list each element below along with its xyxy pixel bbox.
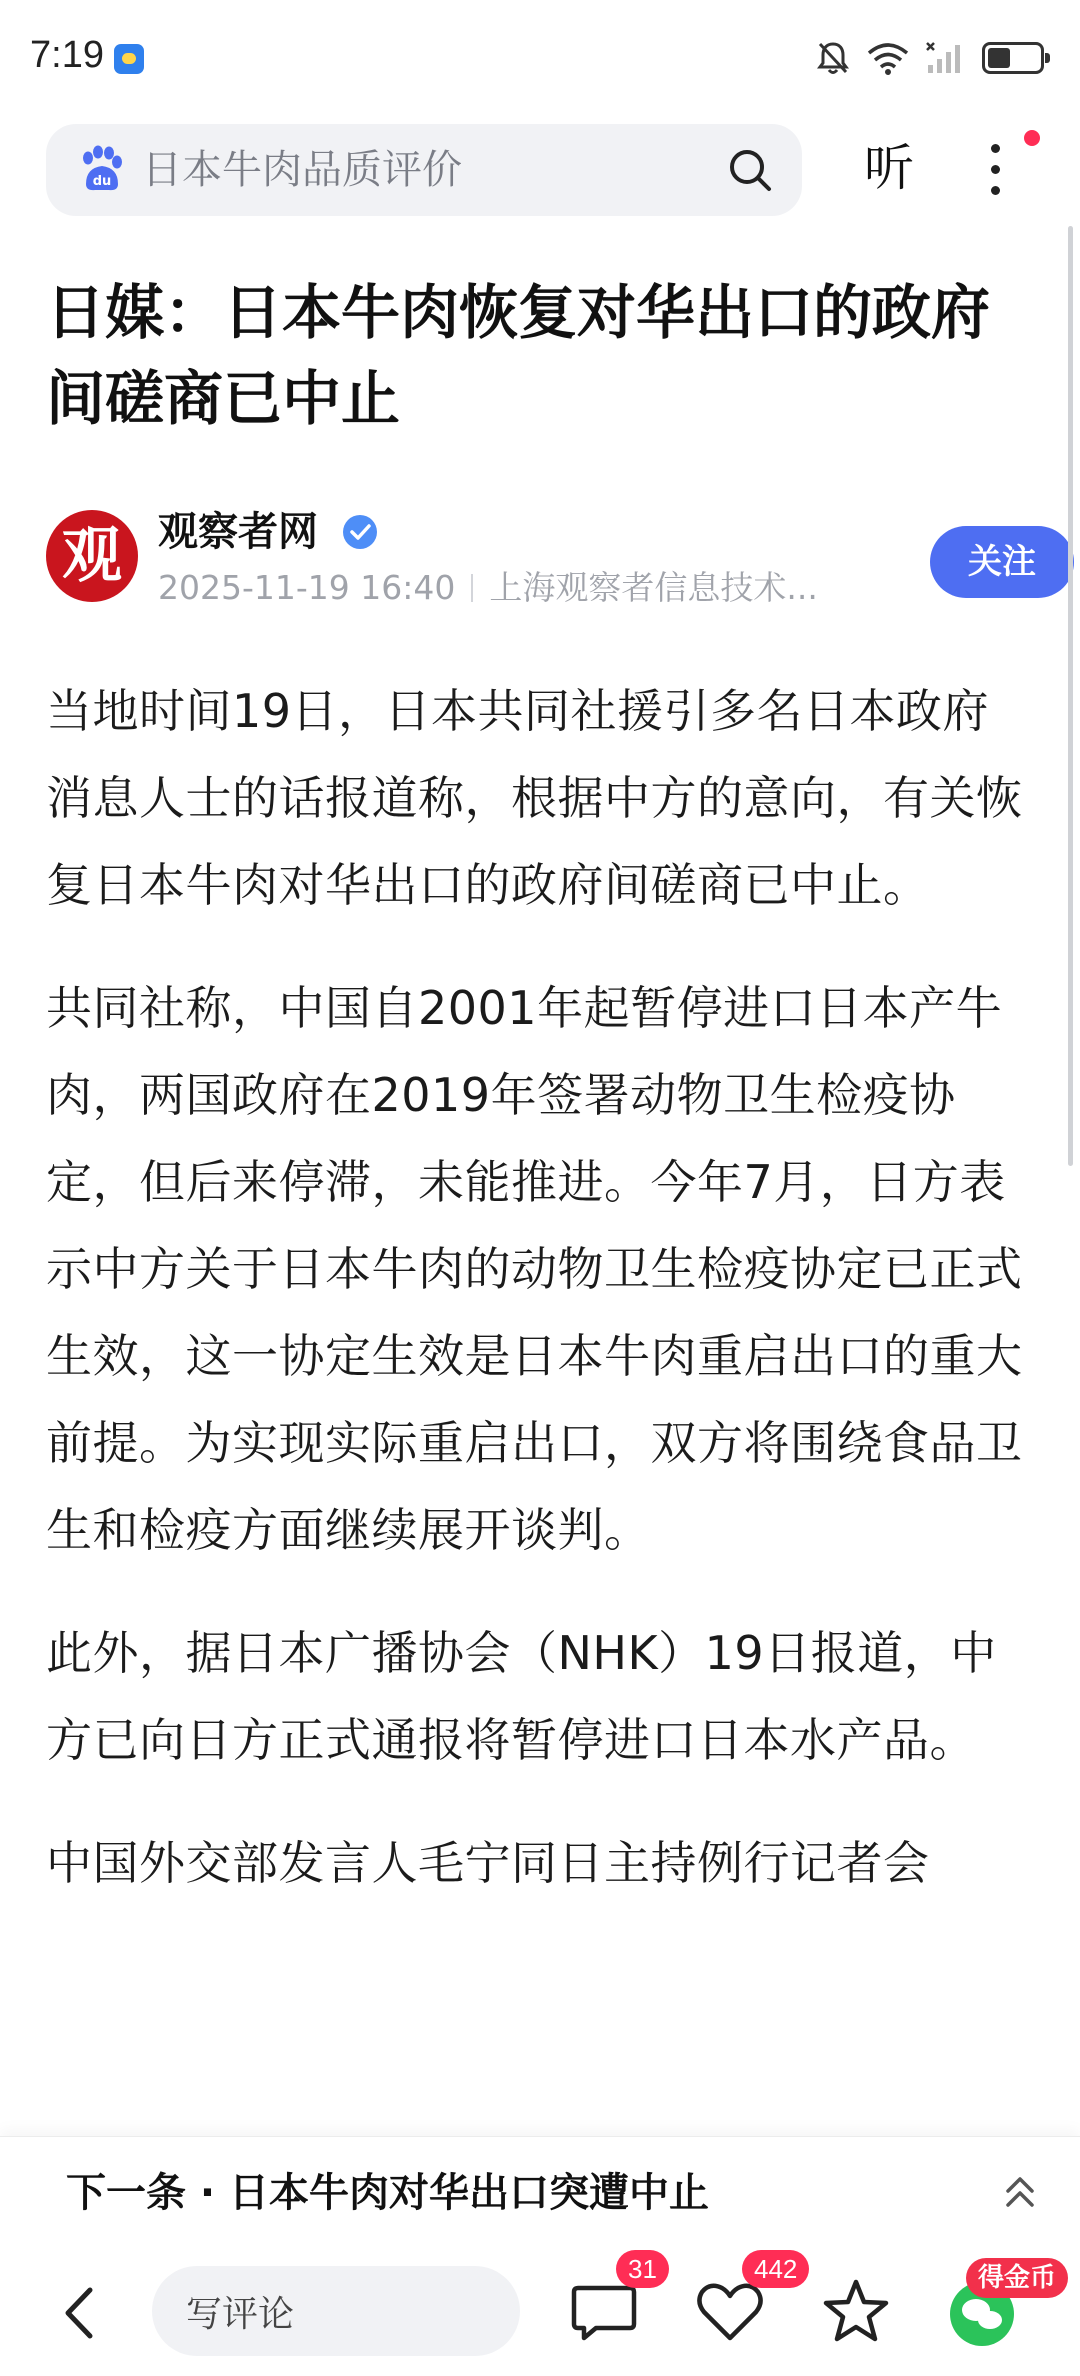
article-paragraph: 共同社称，中国自2001年起暂停进口日本产牛肉，两国政府在2019年签署动物卫生检疫协定，但后来停滞，未能推进。今年7月，日方表示中方关于日本牛肉的动物卫生检疫协定已正式生效，这一协定生效是日本牛肉重启出口的重大前提。为实现实际重启出口，双方将围绕食品卫生和检疫方面继续展开谈判。 (46, 981, 1023, 1557)
svg-text:du: du (92, 174, 112, 189)
signal-icon (926, 41, 966, 75)
more-menu-icon[interactable] (978, 134, 1014, 206)
comment-count-badge: 31 (616, 2250, 669, 2288)
scrollbar[interactable] (1068, 226, 1073, 1166)
article-title: 日媒：日本牛肉恢复对华出口的政府间磋商已中止 (46, 278, 991, 433)
article-body (46, 668, 1028, 1943)
back-arrow-icon[interactable] (50, 2278, 110, 2348)
status-bar (0, 0, 1080, 118)
next-article-link[interactable]: 下一条 · 日本牛肉对华出口突遭中止 (66, 2170, 710, 2216)
chevron-up-icon[interactable] (1000, 2171, 1040, 2215)
search-query[interactable]: 日本牛肉品质评价 (142, 147, 462, 193)
wifi-icon (866, 41, 910, 75)
next-article-bar[interactable] (0, 2136, 1080, 2248)
article-paragraph: 此外，据日本广播协会（NHK）19日报道，中方已向日方正式通报将暂停进口日本水产品。 (46, 1626, 997, 1767)
author-name[interactable]: 观察者网 (158, 509, 318, 555)
search-icon[interactable] (726, 146, 774, 194)
mute-bell-icon (816, 40, 850, 76)
author-avatar[interactable]: 观 (46, 510, 138, 602)
star-icon[interactable] (818, 2274, 894, 2350)
listen-button[interactable]: 听 (864, 139, 914, 197)
article-paragraph: 中国外交部发言人毛宁同日主持例行记者会 (46, 1836, 930, 1890)
meta-divider (471, 574, 473, 602)
status-icons (816, 36, 1044, 80)
publish-date: 2025-11-19 16:40 (158, 568, 456, 607)
search-bar[interactable] (46, 124, 802, 216)
battery-icon (982, 42, 1044, 74)
verified-icon (342, 514, 378, 550)
like-count-badge: 442 (742, 2250, 809, 2288)
status-time: 7:19 (30, 34, 104, 76)
follow-button[interactable]: 关注 (930, 526, 1074, 598)
bottom-action-bar (0, 2248, 1080, 2376)
author-row (46, 506, 1036, 616)
earn-coins-badge[interactable]: 得金币 (966, 2258, 1068, 2298)
notification-dot (1024, 130, 1040, 146)
weather-app-icon (114, 44, 144, 74)
author-meta (158, 566, 818, 610)
article-paragraph: 当地时间19日，日本共同社援引多名日本政府消息人士的话报道称，根据中方的意向，有关恢复日本牛肉对华出口的政府间磋商已中止。 (46, 684, 1023, 912)
source-name: 上海观察者信息技术... (489, 568, 818, 607)
comment-input[interactable]: 写评论 (152, 2266, 520, 2356)
baidu-paw-icon (76, 144, 126, 194)
